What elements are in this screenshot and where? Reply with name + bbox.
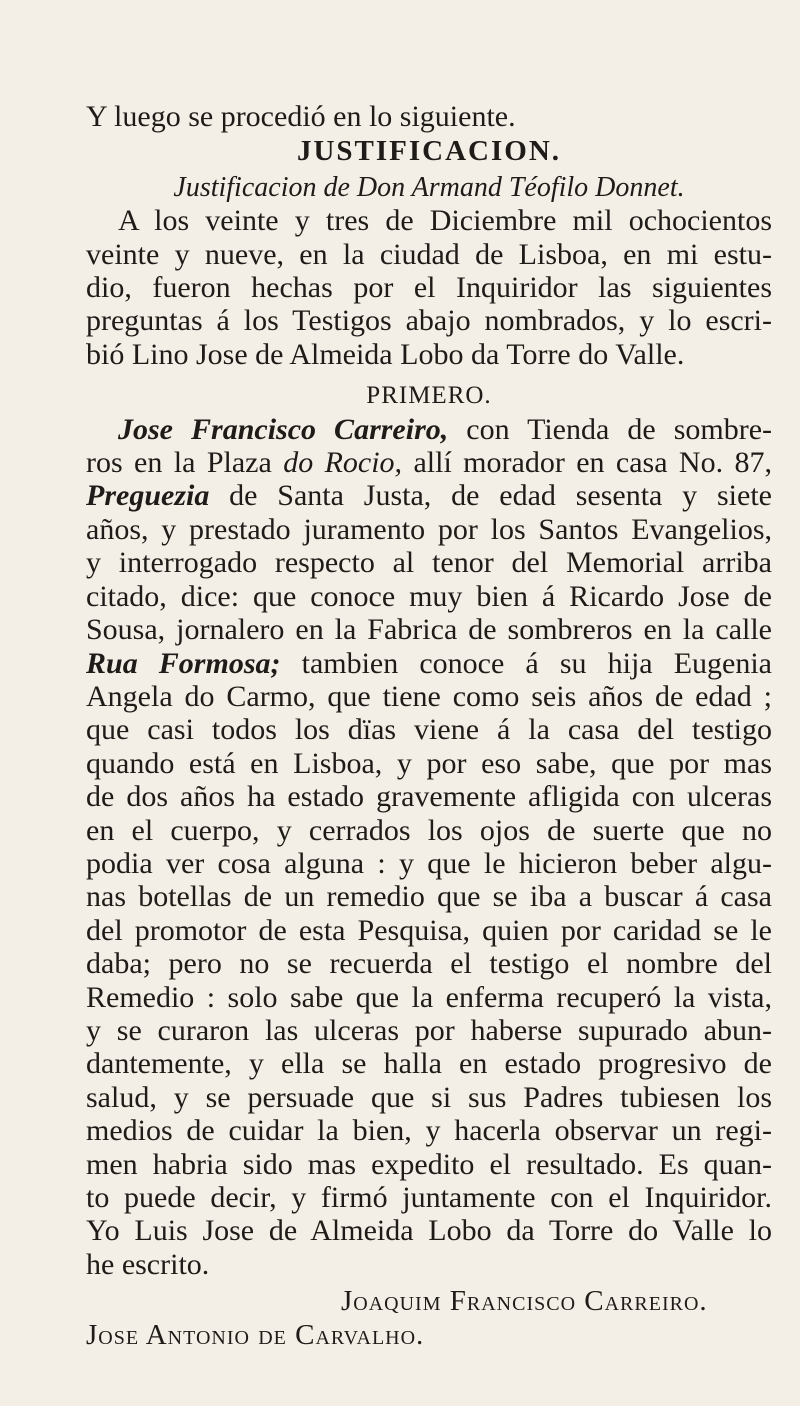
text-line: Sousa, jornalero en la Fabrica de sombreros en la calle	[86, 613, 772, 647]
text-line: quando está en Lisboa, y por eso sabe, que por mas	[86, 746, 772, 780]
text-line	[86, 446, 772, 479]
text-line: to puede decir, y firmó juntamente con el Inquiridor.	[86, 1181, 772, 1214]
paragraph-2	[86, 413, 772, 1282]
text-line: que casi todos los dïas viene á la casa del testigo	[86, 713, 772, 747]
text-fragment: tambien conoce á su hija Eugenia	[280, 646, 772, 680]
text-line	[86, 479, 772, 512]
text-line	[86, 647, 772, 680]
text-line: años, y prestado juramento por los Santos Evangelios,	[86, 512, 772, 546]
street-name: Rua Formosa;	[86, 646, 281, 680]
text-line: he escrito.	[86, 1247, 210, 1281]
text-line: men habria sido mas expedito el resultado. Es quan-	[86, 1147, 772, 1181]
text-line: en el cuerpo, y cerrados los ojos de suerte que no	[86, 813, 772, 847]
text-line: Yo Luis Jose de Almeida Lobo da Torre do Valle lo	[86, 1214, 772, 1248]
text-fragment: ros en la Plaza	[86, 446, 284, 480]
text-fragment: de Santa Justa, de edad sesenta y siete	[209, 479, 772, 513]
text-line: Remedio : solo sabe que la enferma recuperó la vista,	[86, 980, 772, 1014]
text-line: del promotor de esta Pesquisa, quien por caridad se le	[86, 913, 772, 947]
text-line: y interrogado respecto al tenor del Memorial arriba	[86, 546, 772, 580]
intro-line: Y luego se procedió en lo siguiente.	[86, 100, 516, 133]
text-line: nas botellas de un remedio que se iba a buscar á casa	[86, 880, 772, 914]
subtitle: Justificacion de Don Armand Téofilo Donnet.	[173, 171, 685, 203]
text-line: citado, dice: que conoce muy bien á Ricardo Jose de	[86, 579, 772, 613]
text-fragment: con Tienda de sombre-	[448, 412, 772, 446]
text-line: dantemente, y ella se halla en estado progresivo de	[86, 1047, 772, 1081]
parish-name: Preguezia	[86, 479, 210, 513]
witness-name: Jose Francisco Carreiro,	[118, 412, 449, 446]
text-line: bió Lino Jose de Almeida Lobo da Torre do Valle.	[86, 337, 685, 371]
text-line: podia ver cosa alguna : y que le hicieron beber algu-	[86, 846, 772, 880]
text-line: A los veinte y tres de Diciembre mil ochocientos	[118, 204, 772, 238]
section-title: PRIMERO.	[366, 382, 492, 410]
paragraph-1	[86, 204, 772, 371]
signature-carvalho: Jose Antonio de Carvalho.	[86, 1318, 425, 1351]
heading: JUSTIFICACION.	[296, 135, 562, 168]
text-line: medios de cuidar la bien, y hacerla observar un regi-	[86, 1114, 772, 1148]
signature-carreiro: Joaquim Francisco Carreiro.	[341, 1285, 708, 1318]
text-line: Angela do Carmo, que tiene como seis años de edad ;	[86, 679, 772, 713]
text-line: daba; pero no se recuerda el testigo el nombre del	[86, 947, 772, 981]
text-line	[86, 413, 772, 446]
text-line: veinte y nueve, en la ciudad de Lisboa, en mi estu-	[86, 237, 772, 271]
text-line: preguntas á los Testigos abajo nombrados, y lo escri-	[86, 304, 772, 338]
text-fragment: allí morador en casa No. 87,	[402, 446, 772, 480]
place-name: do Rocio,	[283, 446, 403, 480]
text-line: dio, fueron hechas por el Inquiridor las siguientes	[86, 271, 772, 305]
text-line: salud, y se persuade que si sus Padres tubiesen los	[86, 1080, 772, 1114]
text-line: de dos años ha estado gravemente afligida con ulceras	[86, 780, 772, 814]
text-line: y se curaron las ulceras por haberse supurado abun-	[86, 1013, 772, 1047]
